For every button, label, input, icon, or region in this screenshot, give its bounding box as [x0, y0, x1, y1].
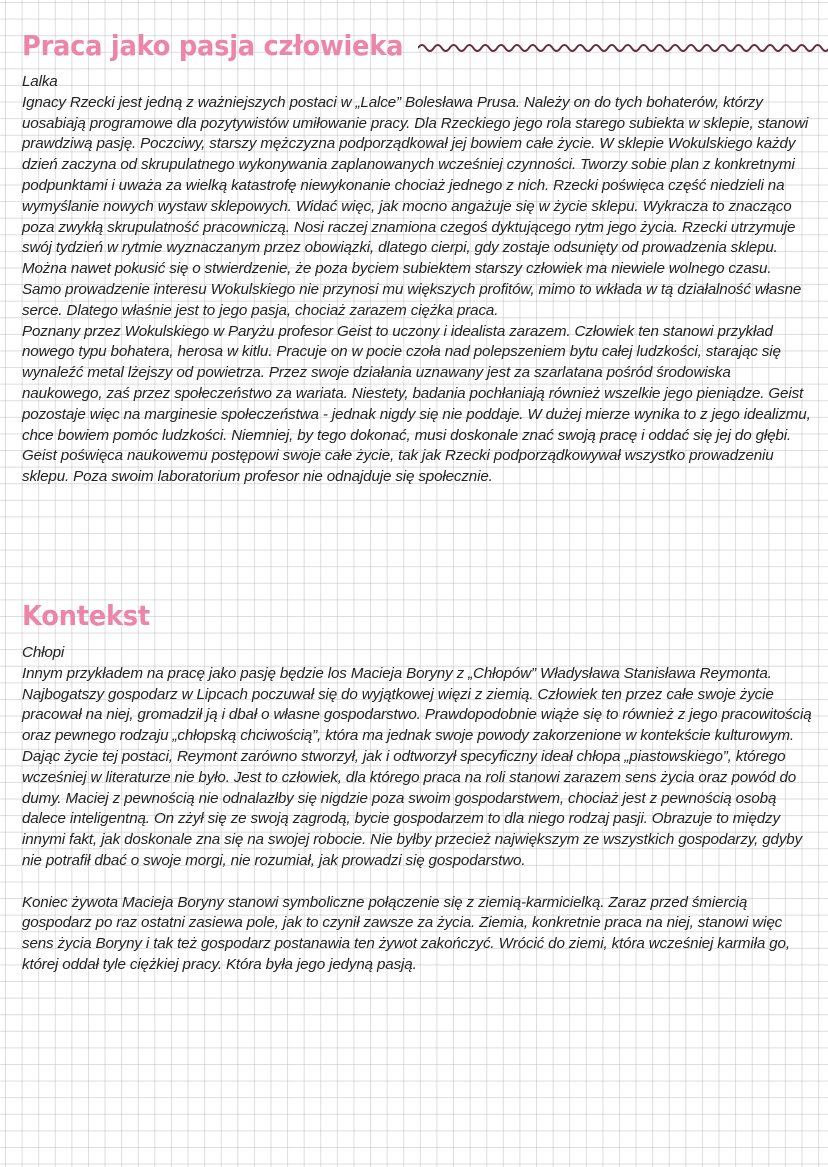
squiggle-divider-icon: [418, 41, 828, 55]
paragraph: Poznany przez Wokulskiego w Paryżu profesor Geist to uczony i idealista zarazem. Człowiek ten stanowi przykład nowego typu bohatera, herosa w kitlu. Pracuje on w pocie czoła nad polepszeniem bytu całej ludzkości, starając się wynaleźć metal lżejszy od powietrza. Przez swoje działania uznawany jest za szarlatana pośród środowiska naukowego, zaś przez społeczeństwo za wariata. Niestety, badania pochłaniają również wszelkie jego pieniądze. Geist pozostaje więc na marginesie społeczeństwa - jednak nigdy się nie poddaje. W dużej mierze wynika to z jego idealizmu, chce bowiem pomóc ludzkości. Niemniej, by tego dokonać, musi doskonale znać swoją pracę i oddać się jej do głębi. Geist poświęca naukowemu postępowi swoje całe życie, tak jak Rzecki podporządkowywał wszystko prowadzeniu sklepu. Poza swoim laboratorium profesor nie odnajduje się społecznie.: [22, 322, 811, 486]
paragraph: Innym przykładem na pracę jako pasję będzie los Macieja Boryny z „Chłopów” Władysława Stanisława Reymonta. Najbogatszy gospodarz w Lipcach poczuwał się do wyjątkowej więzi z ziemią. Człowiek ten przez całe swoje życie pracował na niej, gromadził ją i dbał o własne gospodarstwo. Prawdopodobnie wiąże się to również z jego pracowitością oraz pewnego rodzaju „chłopską chciwością”, która ma jednak swoje powody zakorzenione w kontekście kulturowym. Dając życie tej postaci, Reymont zarówno stworzył, jak i odtworzył specyficzny ideał chłopa „piastowskiego”, którego wcześniej w literaturze nie było. Jest to człowiek, dla którego praca na roli stanowi zarazem sens życia oraz powód do dumy. Maciej z pewnością nie odnalazłby się nigdzie poza swoim gospodarstwem, chociaż jest z pewnością osobą dalece inteligentną. On zżył się ze swoją zagrodą, bycie gospodarzem to dla niego rodzaj pasji. Obrazuje to między innymi fakt, jak doskonale zna się na swojej robocie. Nie byłby przecież największym ze wszystkich gospodarzy, gdyby nie potrafił dbać o swoje morgi, nie rozumiał, jak prowadzi się gospodarstwo.: [22, 664, 812, 869]
paragraph: Ignacy Rzecki jest jedną z ważniejszych postaci w „Lalce” Bolesława Prusa. Należy on do tych bohaterów, którzy uosabiają programowe dla pozytywistów umiłowanie pracy. Dla Rzeckiego jego rola starego subiekta w sklepie, stanowi prawdziwą pasję. Poczciwy, starszy mężczyzna podporządkował jej bowiem całe życie. W sklepie Wokulskiego każdy dzień zaczyna od skrupulatnego wykonywania zaplanowanych wcześniej czynności. Tworzy sobie plan z konkretnymi podpunktami i uważa za wielką katastrofę niewykonanie chociaż jednego z nich. Rzecki poświęca część niedzieli na wymyślanie nowych wystaw sklepowych. Widać więc, jak mocno angażuje się w życie sklepu. Wykracza to znacząco poza zwykłą skrupulatność pracowniczą. Nosi raczej znamiona czegoś dyktującego rytm jego życia. Rzecki utrzymuje swój tydzień w rytmie wyznaczanym przez obowiązki, dlatego cierpi, gdy zostaje odsunięty od prowadzenia sklepu. Można nawet pokusić się o stwierdzenie, że poza byciem subiektem starszy człowiek ma niewiele wolnego czasu. Samo prowadzenie interesu Wokulskiego nie przynosi mu większych profitów, mimo to wkłada w tą działalność własne serce. Dlatego właśnie jest to jego pasja, chociaż zarazem ciężka praca.: [22, 93, 809, 319]
page-title: Praca jako pasja człowieka: [22, 29, 404, 62]
spacer: [22, 872, 812, 893]
section-chlopi: [22, 643, 812, 976]
section-lalka: [22, 72, 812, 488]
section-subtitle: Chłopi: [22, 644, 65, 661]
section-subtitle: Lalka: [22, 73, 58, 90]
title-row: [22, 28, 828, 64]
section-heading: Kontekst: [22, 599, 150, 632]
paragraph: Koniec żywota Macieja Boryny stanowi symboliczne połączenie się z ziemią-karmicielką. Zaraz przed śmiercią gospodarz po raz ostatni zasiewa pole, jak to czynił zawsze za życia. Ziemia, konkretnie praca na niej, stanowi więc sens życia Boryny i tak też gospodarz postanawia ten żywot zakończyć. Wrócić do ziemi, która wcześniej karmiła go, której oddał tyle ciężkiej pracy. Która była jego jedyną pasją.: [22, 893, 790, 973]
